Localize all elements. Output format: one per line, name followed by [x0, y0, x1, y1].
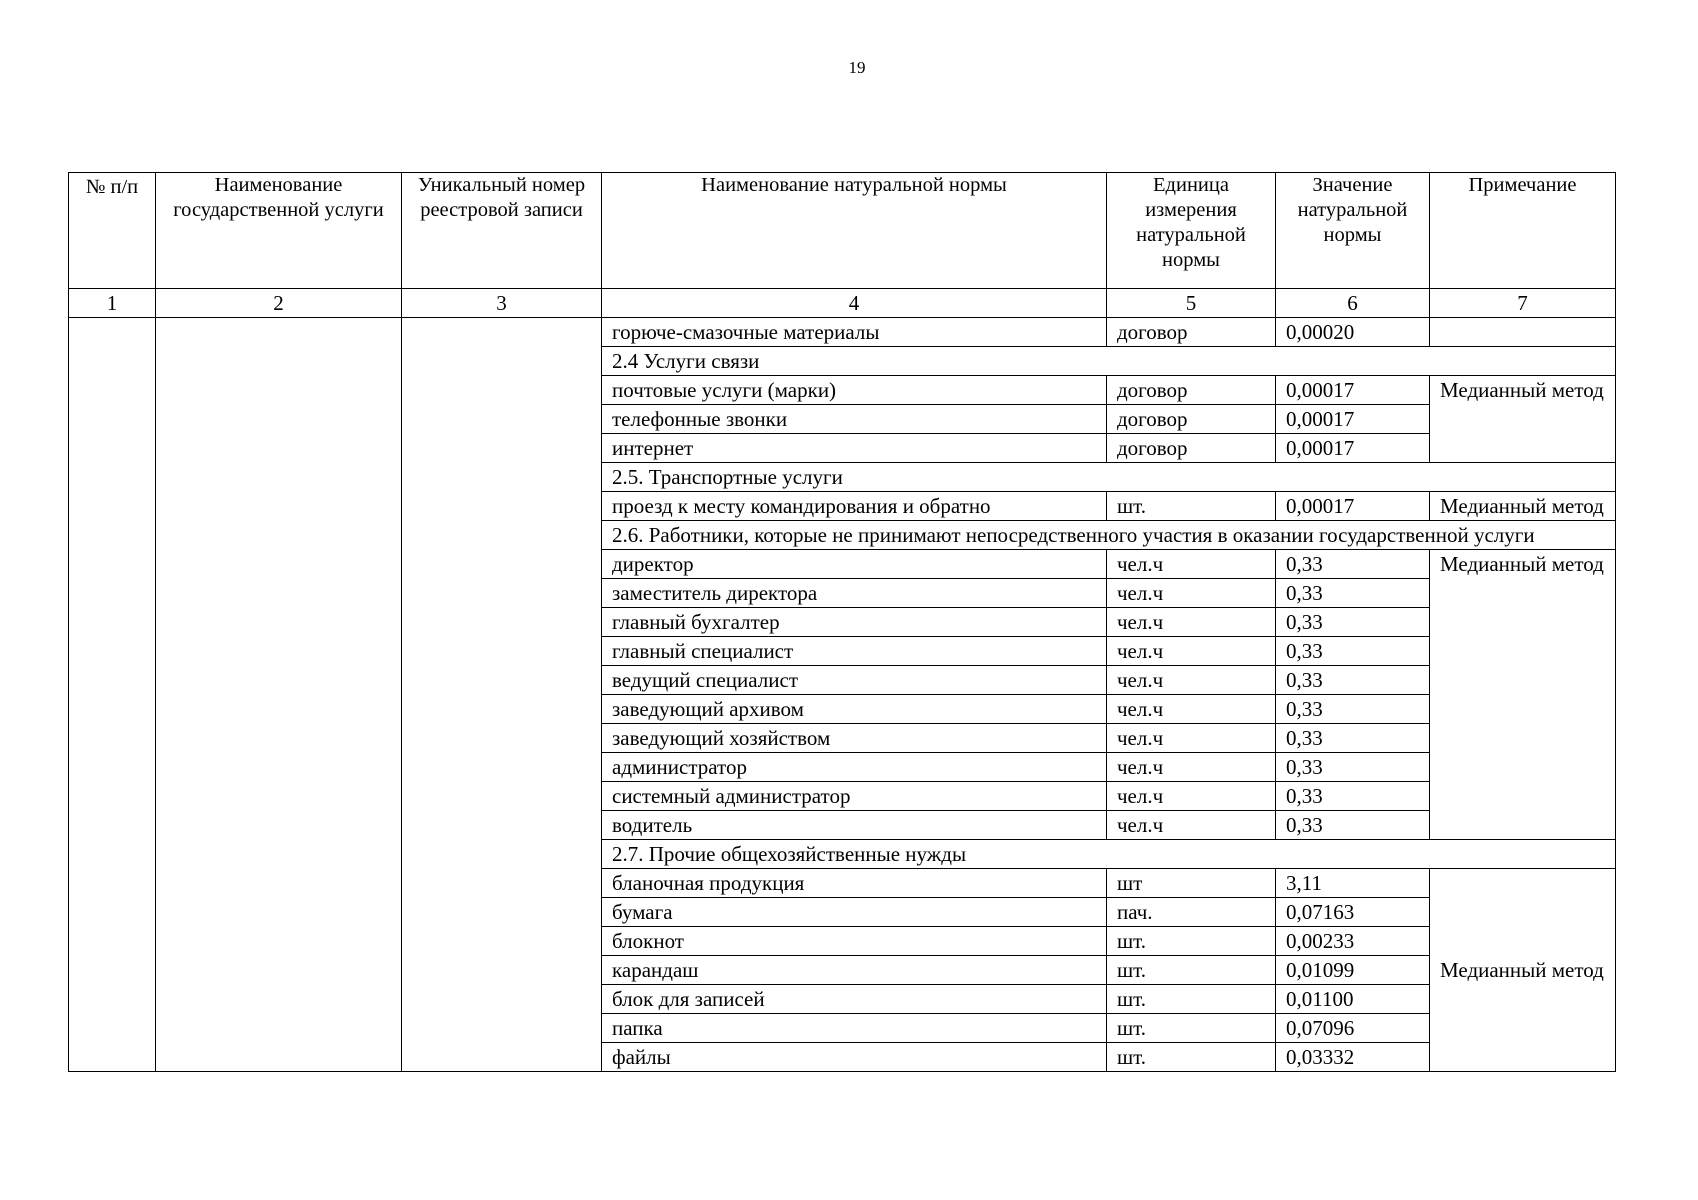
norm-value: 0,00233	[1276, 927, 1430, 956]
norm-name: проезд к месту командирования и обратно	[602, 492, 1107, 521]
norm-name: телефонные звонки	[602, 405, 1107, 434]
norm-value: 0,00017	[1276, 434, 1430, 463]
norm-unit: чел.ч	[1107, 608, 1276, 637]
column-number: 5	[1107, 289, 1276, 318]
norm-unit: договор	[1107, 376, 1276, 405]
norm-unit: шт.	[1107, 1014, 1276, 1043]
norm-value: 0,00017	[1276, 405, 1430, 434]
norm-name: директор	[602, 550, 1107, 579]
norm-value: 0,03332	[1276, 1043, 1430, 1072]
service-cell-empty	[156, 318, 402, 1072]
norm-unit: шт.	[1107, 985, 1276, 1014]
section-heading: 2.5. Транспортные услуги	[602, 463, 1616, 492]
norm-name: горюче-смазочные материалы	[602, 318, 1107, 347]
header-unit: Единица измерения натуральной нормы	[1107, 173, 1276, 289]
header-service: Наименование государственной услуги	[156, 173, 402, 289]
norm-value: 0,33	[1276, 753, 1430, 782]
header-registry: Уникальный номер реестровой записи	[402, 173, 602, 289]
norm-unit: договор	[1107, 405, 1276, 434]
norm-value: 0,01100	[1276, 985, 1430, 1014]
norm-value: 0,00020	[1276, 318, 1430, 347]
norm-value: 0,07096	[1276, 1014, 1430, 1043]
norm-value: 0,33	[1276, 666, 1430, 695]
column-number-row	[69, 289, 1616, 318]
norm-name: заведующий хозяйством	[602, 724, 1107, 753]
header-row	[69, 173, 1616, 289]
norm-name: блок для записей	[602, 985, 1107, 1014]
norm-name: почтовые услуги (марки)	[602, 376, 1107, 405]
norm-unit: чел.ч	[1107, 724, 1276, 753]
norm-unit: шт.	[1107, 1043, 1276, 1072]
norm-value: 0,33	[1276, 724, 1430, 753]
norm-value: 0,33	[1276, 579, 1430, 608]
header-note: Примечание	[1430, 173, 1616, 289]
norm-name: заведующий архивом	[602, 695, 1107, 724]
norm-unit: договор	[1107, 318, 1276, 347]
norm-name: блокнот	[602, 927, 1107, 956]
norm-unit: чел.ч	[1107, 637, 1276, 666]
norm-value: 0,33	[1276, 811, 1430, 840]
norm-unit: чел.ч	[1107, 550, 1276, 579]
norm-value: 0,33	[1276, 608, 1430, 637]
norm-unit: чел.ч	[1107, 666, 1276, 695]
natural-norms-table	[68, 172, 1616, 1072]
norm-unit: чел.ч	[1107, 782, 1276, 811]
norm-unit: шт.	[1107, 492, 1276, 521]
header-value: Значение натуральной нормы	[1276, 173, 1430, 289]
section-heading: 2.4 Услуги связи	[602, 347, 1616, 376]
norm-note: Медианный метод	[1430, 492, 1616, 521]
norm-unit: шт	[1107, 869, 1276, 898]
norm-value: 0,33	[1276, 782, 1430, 811]
norm-value: 0,00017	[1276, 376, 1430, 405]
norm-unit: чел.ч	[1107, 753, 1276, 782]
norm-name: папка	[602, 1014, 1107, 1043]
norm-value: 3,11	[1276, 869, 1430, 898]
norm-name: главный бухгалтер	[602, 608, 1107, 637]
norm-value: 0,33	[1276, 550, 1430, 579]
column-number: 4	[602, 289, 1107, 318]
norm-value: 0,07163	[1276, 898, 1430, 927]
norm-name: администратор	[602, 753, 1107, 782]
norm-name: главный специалист	[602, 637, 1107, 666]
norm-name: бланочная продукция	[602, 869, 1107, 898]
norm-unit: чел.ч	[1107, 811, 1276, 840]
norm-unit: пач.	[1107, 898, 1276, 927]
header-num: № п/п	[69, 173, 156, 289]
norm-name: файлы	[602, 1043, 1107, 1072]
norm-name: водитель	[602, 811, 1107, 840]
norm-value: 0,33	[1276, 695, 1430, 724]
norm-unit: чел.ч	[1107, 695, 1276, 724]
norm-unit: договор	[1107, 434, 1276, 463]
norm-unit: шт.	[1107, 927, 1276, 956]
norm-value: 0,01099	[1276, 956, 1430, 985]
column-number: 2	[156, 289, 402, 318]
num-cell-empty	[69, 318, 156, 1072]
header-norm-name: Наименование натуральной нормы	[602, 173, 1107, 289]
table-row	[69, 318, 1616, 347]
norm-name: бумага	[602, 898, 1107, 927]
column-number: 1	[69, 289, 156, 318]
section-heading: 2.6. Работники, которые не принимают непосредственного участия в оказании государственной услуги	[602, 521, 1616, 550]
norm-unit: шт.	[1107, 956, 1276, 985]
column-number: 3	[402, 289, 602, 318]
section-heading: 2.7. Прочие общехозяйственные нужды	[602, 840, 1616, 869]
norm-note: Медианный метод	[1430, 550, 1616, 840]
norm-name: карандаш	[602, 956, 1107, 985]
norm-value: 0,00017	[1276, 492, 1430, 521]
norm-name: ведущий специалист	[602, 666, 1107, 695]
norm-name: заместитель директора	[602, 579, 1107, 608]
norm-name: интернет	[602, 434, 1107, 463]
registry-cell-empty	[402, 318, 602, 1072]
norm-name: системный администратор	[602, 782, 1107, 811]
page-number: 19	[848, 58, 866, 77]
norm-unit: чел.ч	[1107, 579, 1276, 608]
norm-note: Медианный метод	[1430, 869, 1616, 1072]
norm-note-empty	[1430, 318, 1616, 347]
norm-note: Медианный метод	[1430, 376, 1616, 463]
column-number: 7	[1430, 289, 1616, 318]
column-number: 6	[1276, 289, 1430, 318]
norm-value: 0,33	[1276, 637, 1430, 666]
